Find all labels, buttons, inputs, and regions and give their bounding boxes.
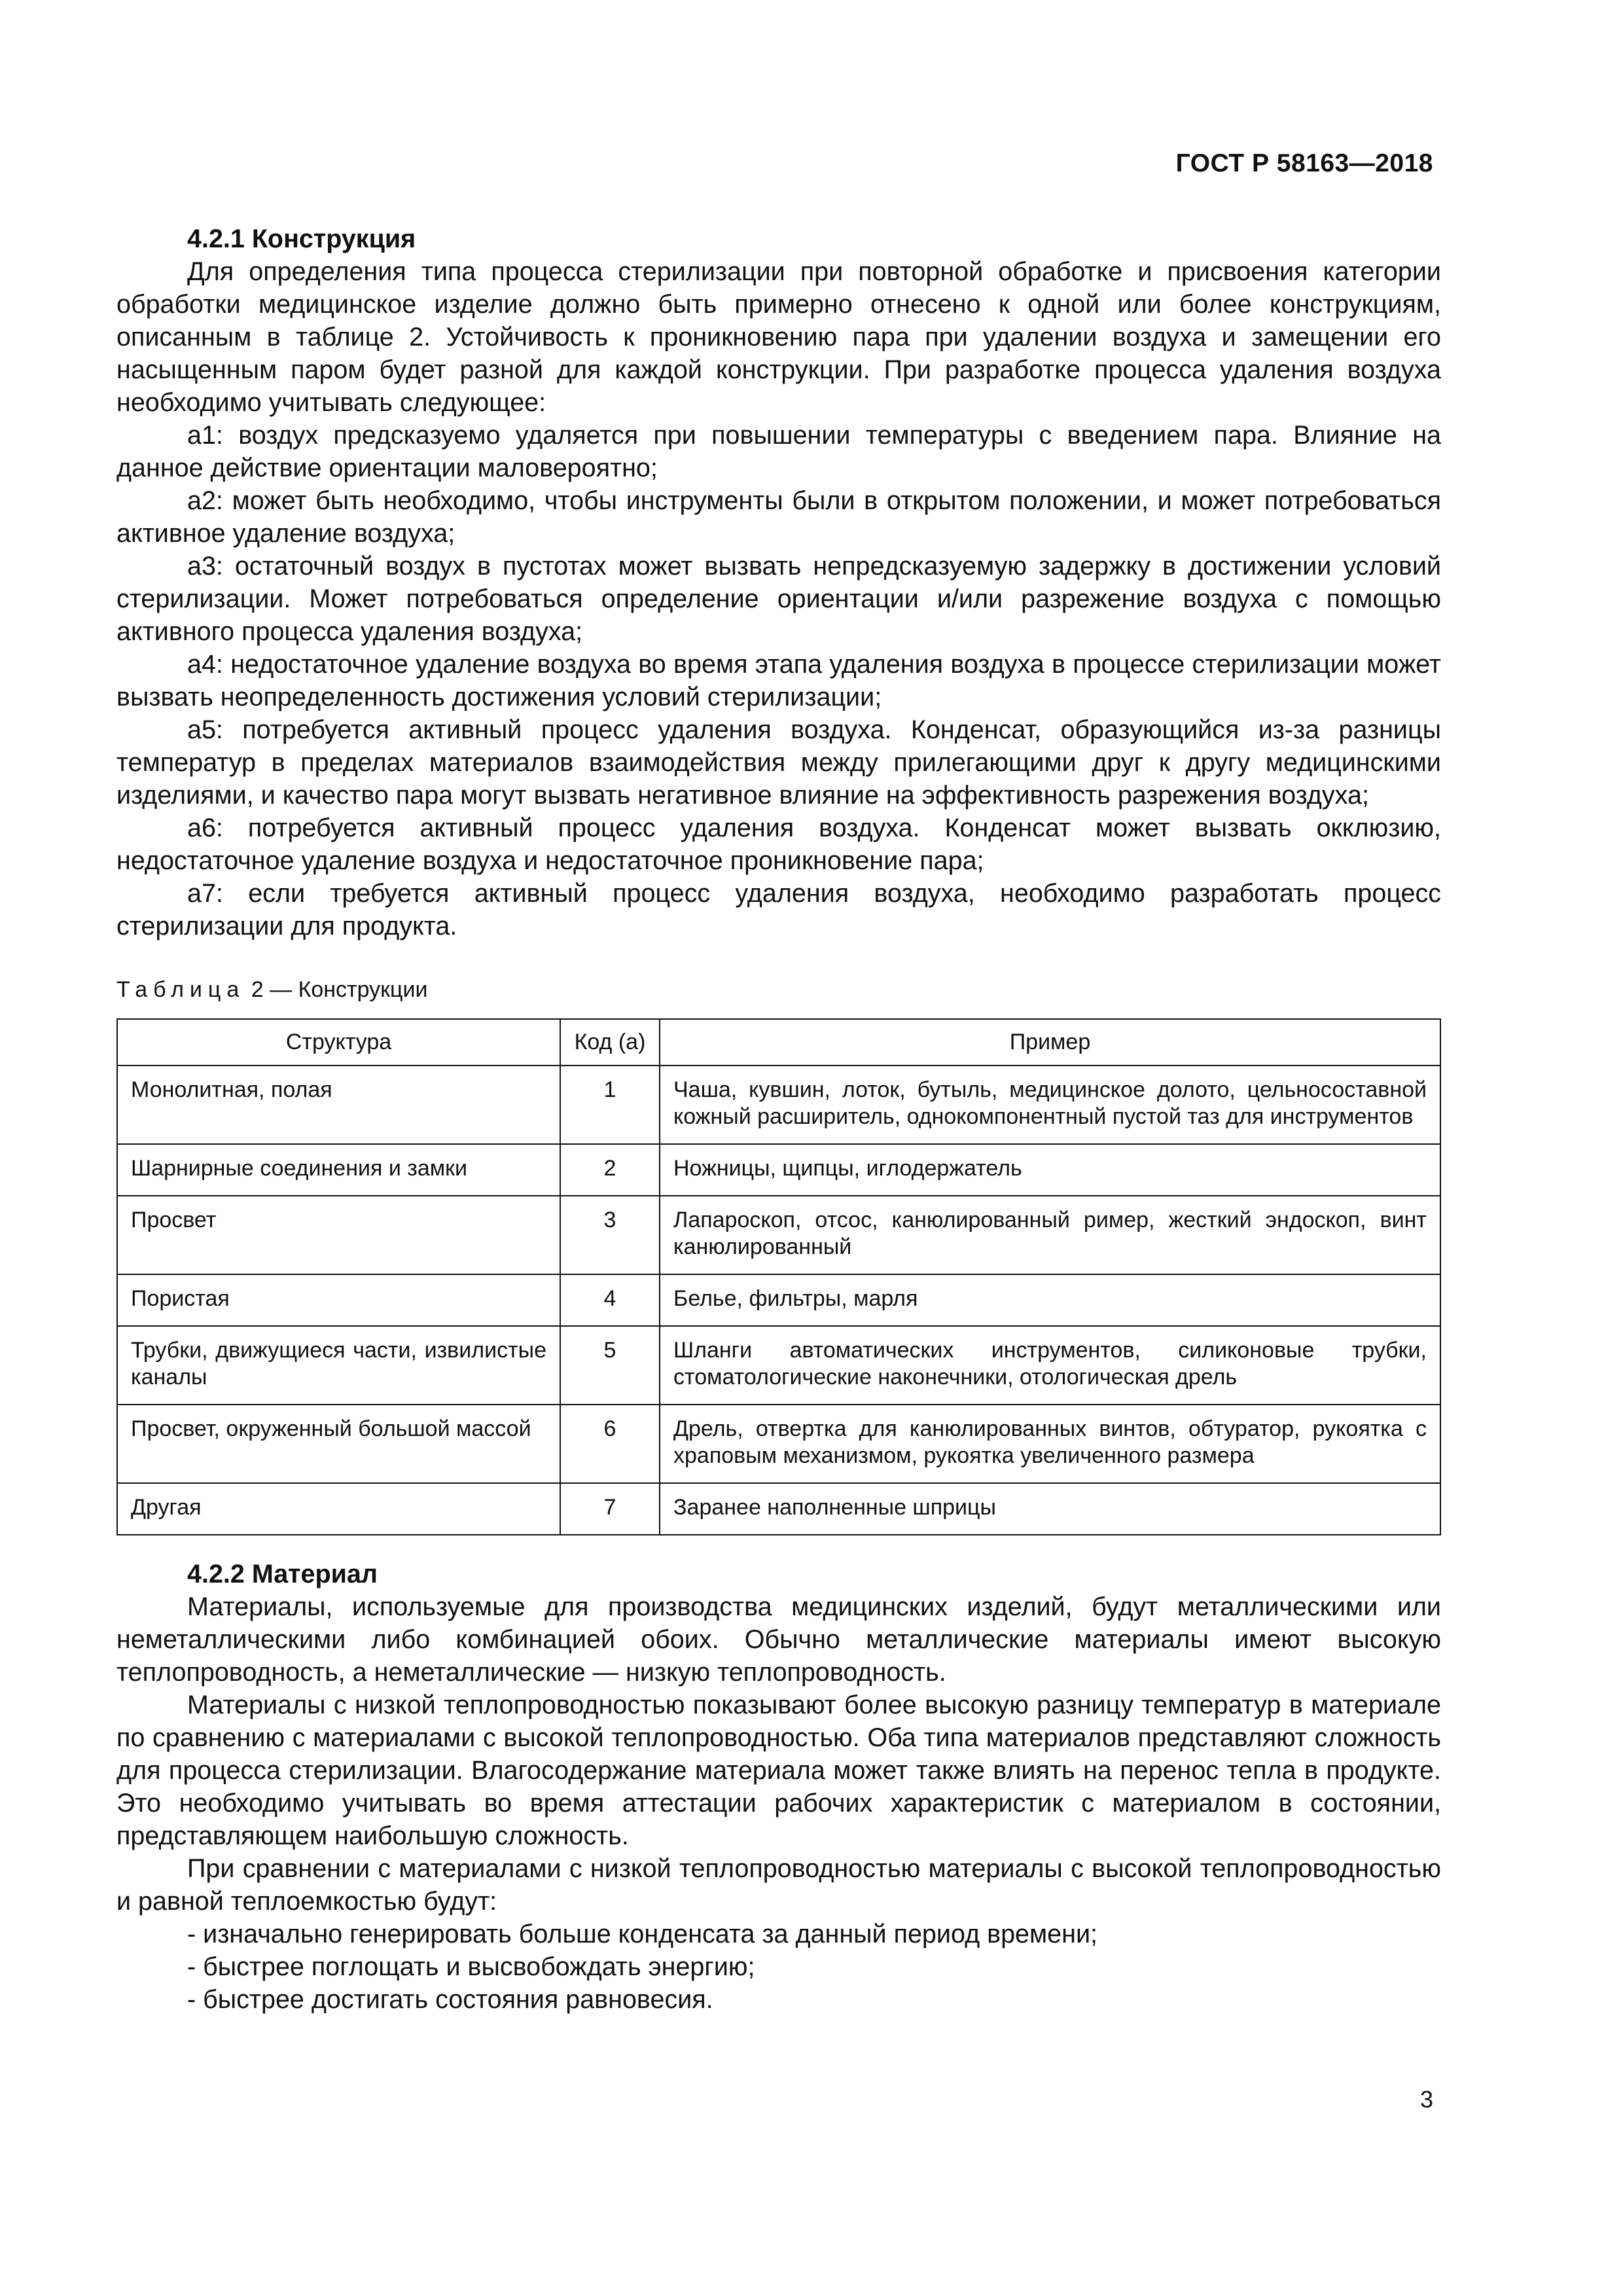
table-row (117, 1144, 1440, 1196)
cell-code: 3 (560, 1196, 660, 1274)
table-caption (116, 975, 1441, 1004)
list-item-a1: а1: воздух предсказуемо удаляется при повышении температуры с введением пара. Влияние на данное действие ориентации маловероятно; (116, 421, 1441, 482)
list-item-a3: а3: остаточный воздух в пустотах может вызвать непредсказуемую задержку в достижении условий стерилизации. Может потребоваться определение ориентации и/или разрежение воздуха с помощью активного процесса удаления воздуха; (116, 552, 1441, 646)
list-item-a7: а7: если требуется активный процесс удаления воздуха, необходимо разработать процесс стерилизации для продукта. (116, 879, 1441, 941)
list-item-a5: а5: потребуется активный процесс удаления воздуха. Конденсат, образующийся из-за разницы температур в пределах материалов взаимодействия между прилегающими друг к другу медицинскими изделиями, и качество пара могут вызвать негативное влияние на эффективность разрежения воздуха; (116, 715, 1441, 810)
cell-structure: Монолитная, полая (117, 1066, 560, 1144)
cell-example: Лапароскоп, отсос, канюлированный ример, жесткий эндоскоп, винт канюлированный (660, 1196, 1440, 1274)
page-content (116, 223, 1441, 2016)
cell-code: 6 (560, 1405, 660, 1483)
cell-structure: Другая (117, 1483, 560, 1535)
column-header-structure: Структура (117, 1019, 560, 1066)
list-item-a2: а2: может быть необходимо, чтобы инструменты были в открытом положении, и может потребоваться активное удаление воздуха; (116, 486, 1441, 548)
section-heading-4-2-1: 4.2.1 Конструкция (187, 224, 416, 253)
section-4-2-2-paragraph-1: Материалы, используемые для производства медицинских изделий, будут металлическими или неметаллическими либо комбинацией обоих. Обычно металлические материалы имеют высокую теплопроводность, а неметаллические — низкую теплопроводность. (116, 1592, 1441, 1687)
list-item-a4: а4: недостаточное удаление воздуха во время этапа удаления воздуха в процессе стерилизации может вызвать неопределенность достижения условий стерилизации; (116, 650, 1441, 711)
bullet-item: - быстрее достигать состояния равновесия. (187, 1985, 713, 2014)
cell-example: Шланги автоматических инструментов, силиконовые трубки, стоматологические наконечники, отологическая дрель (660, 1326, 1440, 1405)
table-row (117, 1483, 1440, 1535)
bullet-item: - изначально генерировать больше конденсата за данный период времени; (187, 1920, 1097, 1948)
cell-structure: Шарнирные соединения и замки (117, 1144, 560, 1196)
table-header-row (117, 1019, 1440, 1066)
column-header-example: Пример (660, 1019, 1440, 1066)
cell-example: Дрель, отвертка для канюлированных винтов, обтуратор, рукоятка с храповым механизмом, рукоятка увеличенного размера (660, 1405, 1440, 1483)
cell-structure: Трубки, движущиеся части, извилистые каналы (117, 1326, 560, 1405)
cell-code: 4 (560, 1274, 660, 1326)
cell-example: Чаша, кувшин, лоток, бутыль, медицинское долото, цельносоставной кожный расширитель, однокомпонентный пустой таз для инструментов (660, 1066, 1440, 1144)
table-row (117, 1405, 1440, 1483)
section-heading-4-2-2: 4.2.2 Материал (187, 1560, 378, 1588)
section-4-2-1-intro: Для определения типа процесса стерилизации при повторной обработке и присвоения категории обработки медицинское изделие должно быть примерно отнесено к одной или более конструкциям, описанным в таблице 2. Устойчивость к проникновению пара при удалении воздуха и замещении его насыщенным паром будет разной для каждой конструкции. При разработке процесса удаления воздуха необходимо учитывать следующее: (116, 257, 1441, 417)
table-row (117, 1274, 1440, 1326)
cell-example: Заранее наполненные шприцы (660, 1483, 1440, 1535)
section-4-2-2-paragraph-2: Материалы с низкой теплопроводностью показывают более высокую разницу температур в материале по сравнению с материалами с высокой теплопроводностью. Оба типа материалов представляют сложность для процесса стерилизации. Влагосодержание материала может также влиять на перенос тепла в продукте. Это необходимо учитывать во время аттестации рабочих характеристик с материалом в состоянии, представляющем наибольшую сложность. (116, 1691, 1441, 1850)
document-code: ГОСТ Р 58163—2018 (1175, 149, 1433, 177)
table-row (117, 1196, 1440, 1274)
column-header-code: Код (а) (560, 1019, 660, 1066)
cell-code: 7 (560, 1483, 660, 1535)
page-number: 3 (1419, 2086, 1433, 2113)
section-4-2-2-paragraph-3: При сравнении с материалами с низкой теплопроводностью материалы с высокой теплопроводностью и равной теплоемкостью будут: (116, 1854, 1441, 1916)
cell-code: 1 (560, 1066, 660, 1144)
table-caption-label: Таблица (116, 977, 245, 1002)
cell-code: 5 (560, 1326, 660, 1405)
table-row (117, 1066, 1440, 1144)
constructions-table (116, 1018, 1441, 1535)
bullet-item: - быстрее поглощать и высвобождать энергию; (187, 1952, 755, 1981)
cell-structure: Пористая (117, 1274, 560, 1326)
section-4-2-2 (116, 1558, 1441, 2016)
cell-example: Ножницы, щипцы, иглодержатель (660, 1144, 1440, 1196)
cell-code: 2 (560, 1144, 660, 1196)
table-row (117, 1326, 1440, 1405)
cell-structure: Просвет (117, 1196, 560, 1274)
cell-structure: Просвет, окруженный большой массой (117, 1405, 560, 1483)
cell-example: Белье, фильтры, марля (660, 1274, 1440, 1326)
list-item-a6: а6: потребуется активный процесс удаления воздуха. Конденсат может вызвать окклюзию, недостаточное удаление воздуха и недостаточное проникновение пара; (116, 814, 1441, 875)
table-caption-title: 2 — Конструкции (251, 977, 428, 1002)
